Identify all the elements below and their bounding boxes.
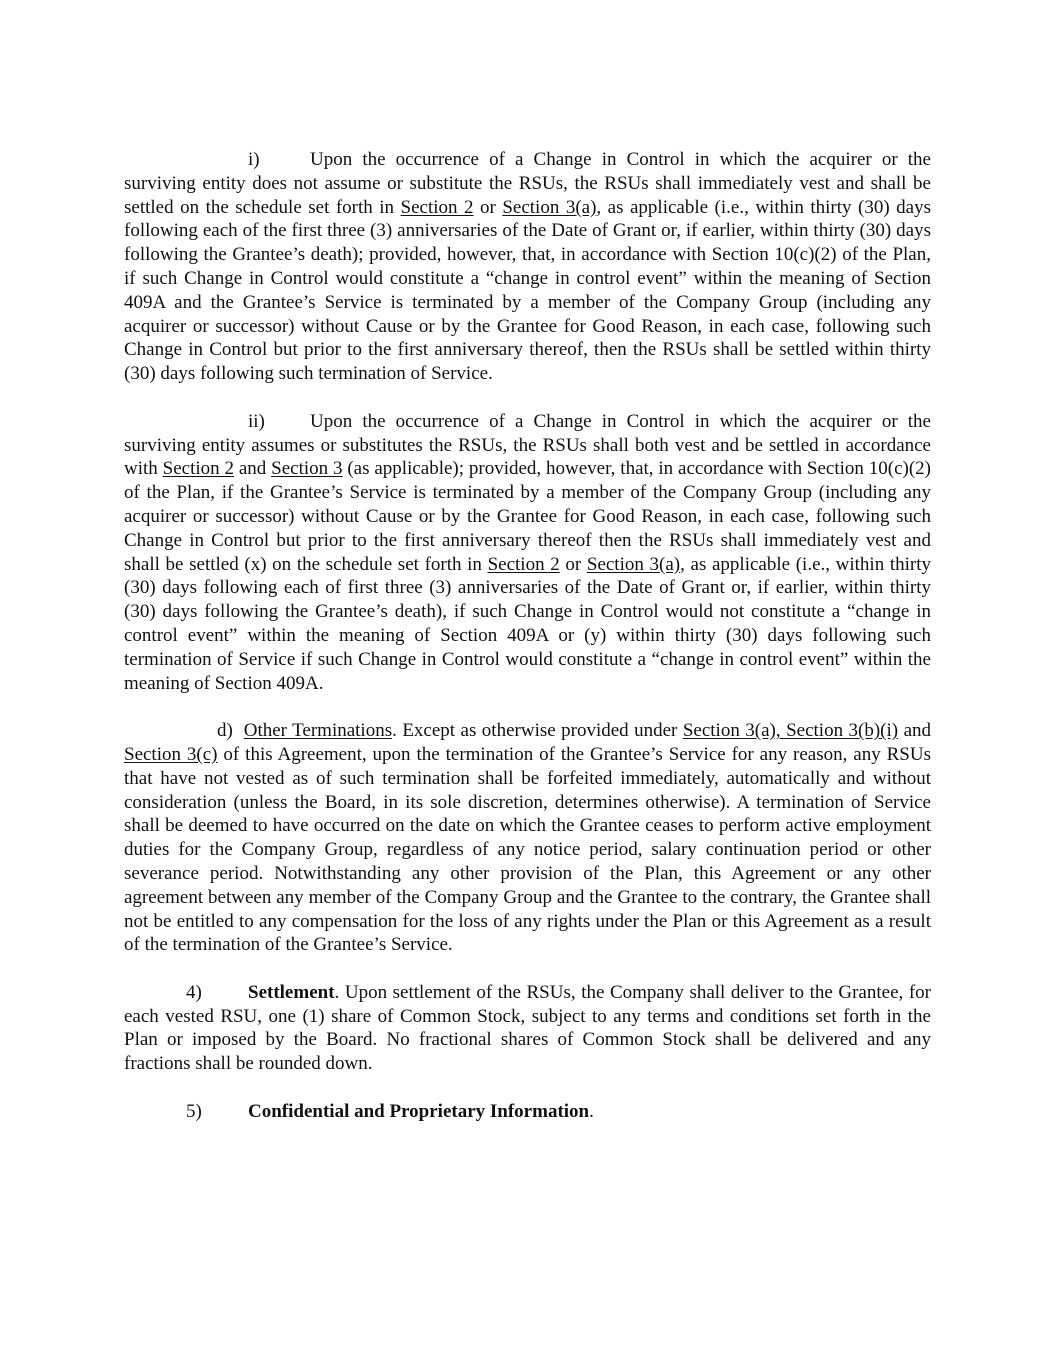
- section-reference: Section 3(c): [124, 743, 218, 765]
- paragraph-text: , as applicable (i.e., within thirty (30) days following each of first three (3) anniversaries of the Date of Grant or, if earlier, within thirty (30) days following the Grantee’s death), if such Change in Control would not constitute a “change in control event” within the meaning of Section 409A or (y) within thirty (30) days following such termination of Service if such Change in Control would constitute a “change in control event” within the meaning of Section 409A.: [124, 553, 932, 694]
- section-reference: Section 3: [271, 458, 343, 480]
- section-reference: Section 2: [162, 458, 234, 480]
- paragraph-text: Upon the occurrence of a Change in Control in which the acquirer or the surviving entity assumes or substitutes the RSUs, the RSUs shall both vest and be settled in accordance with: [124, 410, 931, 480]
- section-number: 5): [186, 1100, 202, 1122]
- section-title: Settlement: [248, 981, 335, 1003]
- paragraph-text: and: [234, 458, 272, 480]
- section-title: Confidential and Proprietary Information: [248, 1100, 590, 1122]
- section-reference: Section 3(a): [586, 553, 681, 575]
- paragraph-text: Upon the occurrence of a Change in Control in which the acquirer or the surviving entity does not assume or substitute the RSUs, the RSUs shall immediately vest and shall be settled on the schedule set forth in: [124, 149, 931, 218]
- paragraph-3c-i: [124, 148, 931, 386]
- paragraph-text: or: [473, 196, 503, 218]
- paragraph-number: ii): [248, 410, 265, 432]
- section-number: 4): [186, 981, 202, 1003]
- section-reference: Section 3(a), Section 3(b)(i): [682, 720, 899, 742]
- paragraph-text: . Upon settlement of the RSUs, the Company shall deliver to the Grantee, for each vested RSU, one (1) share of Common Stock, subject to any terms and conditions set forth in the Plan or imposed by the Board. No fractional shares of Common Stock shall be delivered and any fractions shall be rounded down.: [124, 981, 931, 1075]
- paragraph-3c-ii: [124, 410, 931, 696]
- paragraph-text: , as applicable (i.e., within thirty (30) days following each of the first three (3) anniversaries of the Date of Grant or, if earlier, within thirty (30) days following the Grantee’s death); provided, however, that, in accordance with Section 10(c)(2) of the Plan, if such Change in Control would constitute a “change in control event” within the meaning of Section 409A and the Grantee’s Service is terminated by a member of the Company Group (including any acquirer or successor) without Cause or by the Grantee for Good Reason, in each case, following such Change in Control but prior to the first anniversary thereof, then the RSUs shall be settled within thirty (30) days following such termination of Service.: [124, 196, 931, 385]
- section-reference: Section 2: [487, 553, 560, 575]
- section-5-heading: [124, 1100, 931, 1124]
- paragraph-text: . Except as otherwise provided under: [392, 720, 683, 742]
- document-page: [124, 148, 931, 1147]
- paragraph-text: (as applicable); provided, however, that, in accordance with Section 10(c)(2) of the Plan, if the Grantee’s Service is terminated by a member of the Company Group (including any acquirer or successor) without Cause or by the Grantee for Good Reason, in each case, following such Change in Control but prior to the first anniversary thereof then the RSUs shall immediately vest and shall be settled (x) on the schedule set forth in: [124, 458, 932, 575]
- section-reference: Section 3(a): [502, 196, 597, 218]
- paragraph-3d: [124, 719, 931, 957]
- paragraph-text: of this Agreement, upon the termination of the Grantee’s Service for any reason, any RSUs that have not vested as of such termination shall be forfeited immediately, automatically and without consideration (unless the Board, in its sole discretion, determines otherwise). A termination of Service shall be deemed to have occurred on the date on which the Grantee ceases to perform active employment duties for the Company Group, regardless of any notice period, salary continuation period or other severance period. Notwithstanding any other provision of the Plan, this Agreement or any other agreement between any member of the Company Group and the Grantee to the contrary, the Grantee shall not be entitled to any compensation for the loss of any rights under the Plan or this Agreement as a result of the termination of the Grantee’s Service.: [124, 743, 931, 956]
- paragraph-text: and: [898, 720, 932, 742]
- section-reference: Section 2: [400, 196, 474, 218]
- paragraph-number: d): [217, 720, 233, 742]
- paragraph-number: i): [248, 149, 260, 170]
- paragraph-title: Other Terminations: [243, 720, 393, 742]
- section-4-settlement: [124, 981, 931, 1076]
- paragraph-text: .: [589, 1100, 594, 1122]
- paragraph-text: or: [559, 553, 587, 575]
